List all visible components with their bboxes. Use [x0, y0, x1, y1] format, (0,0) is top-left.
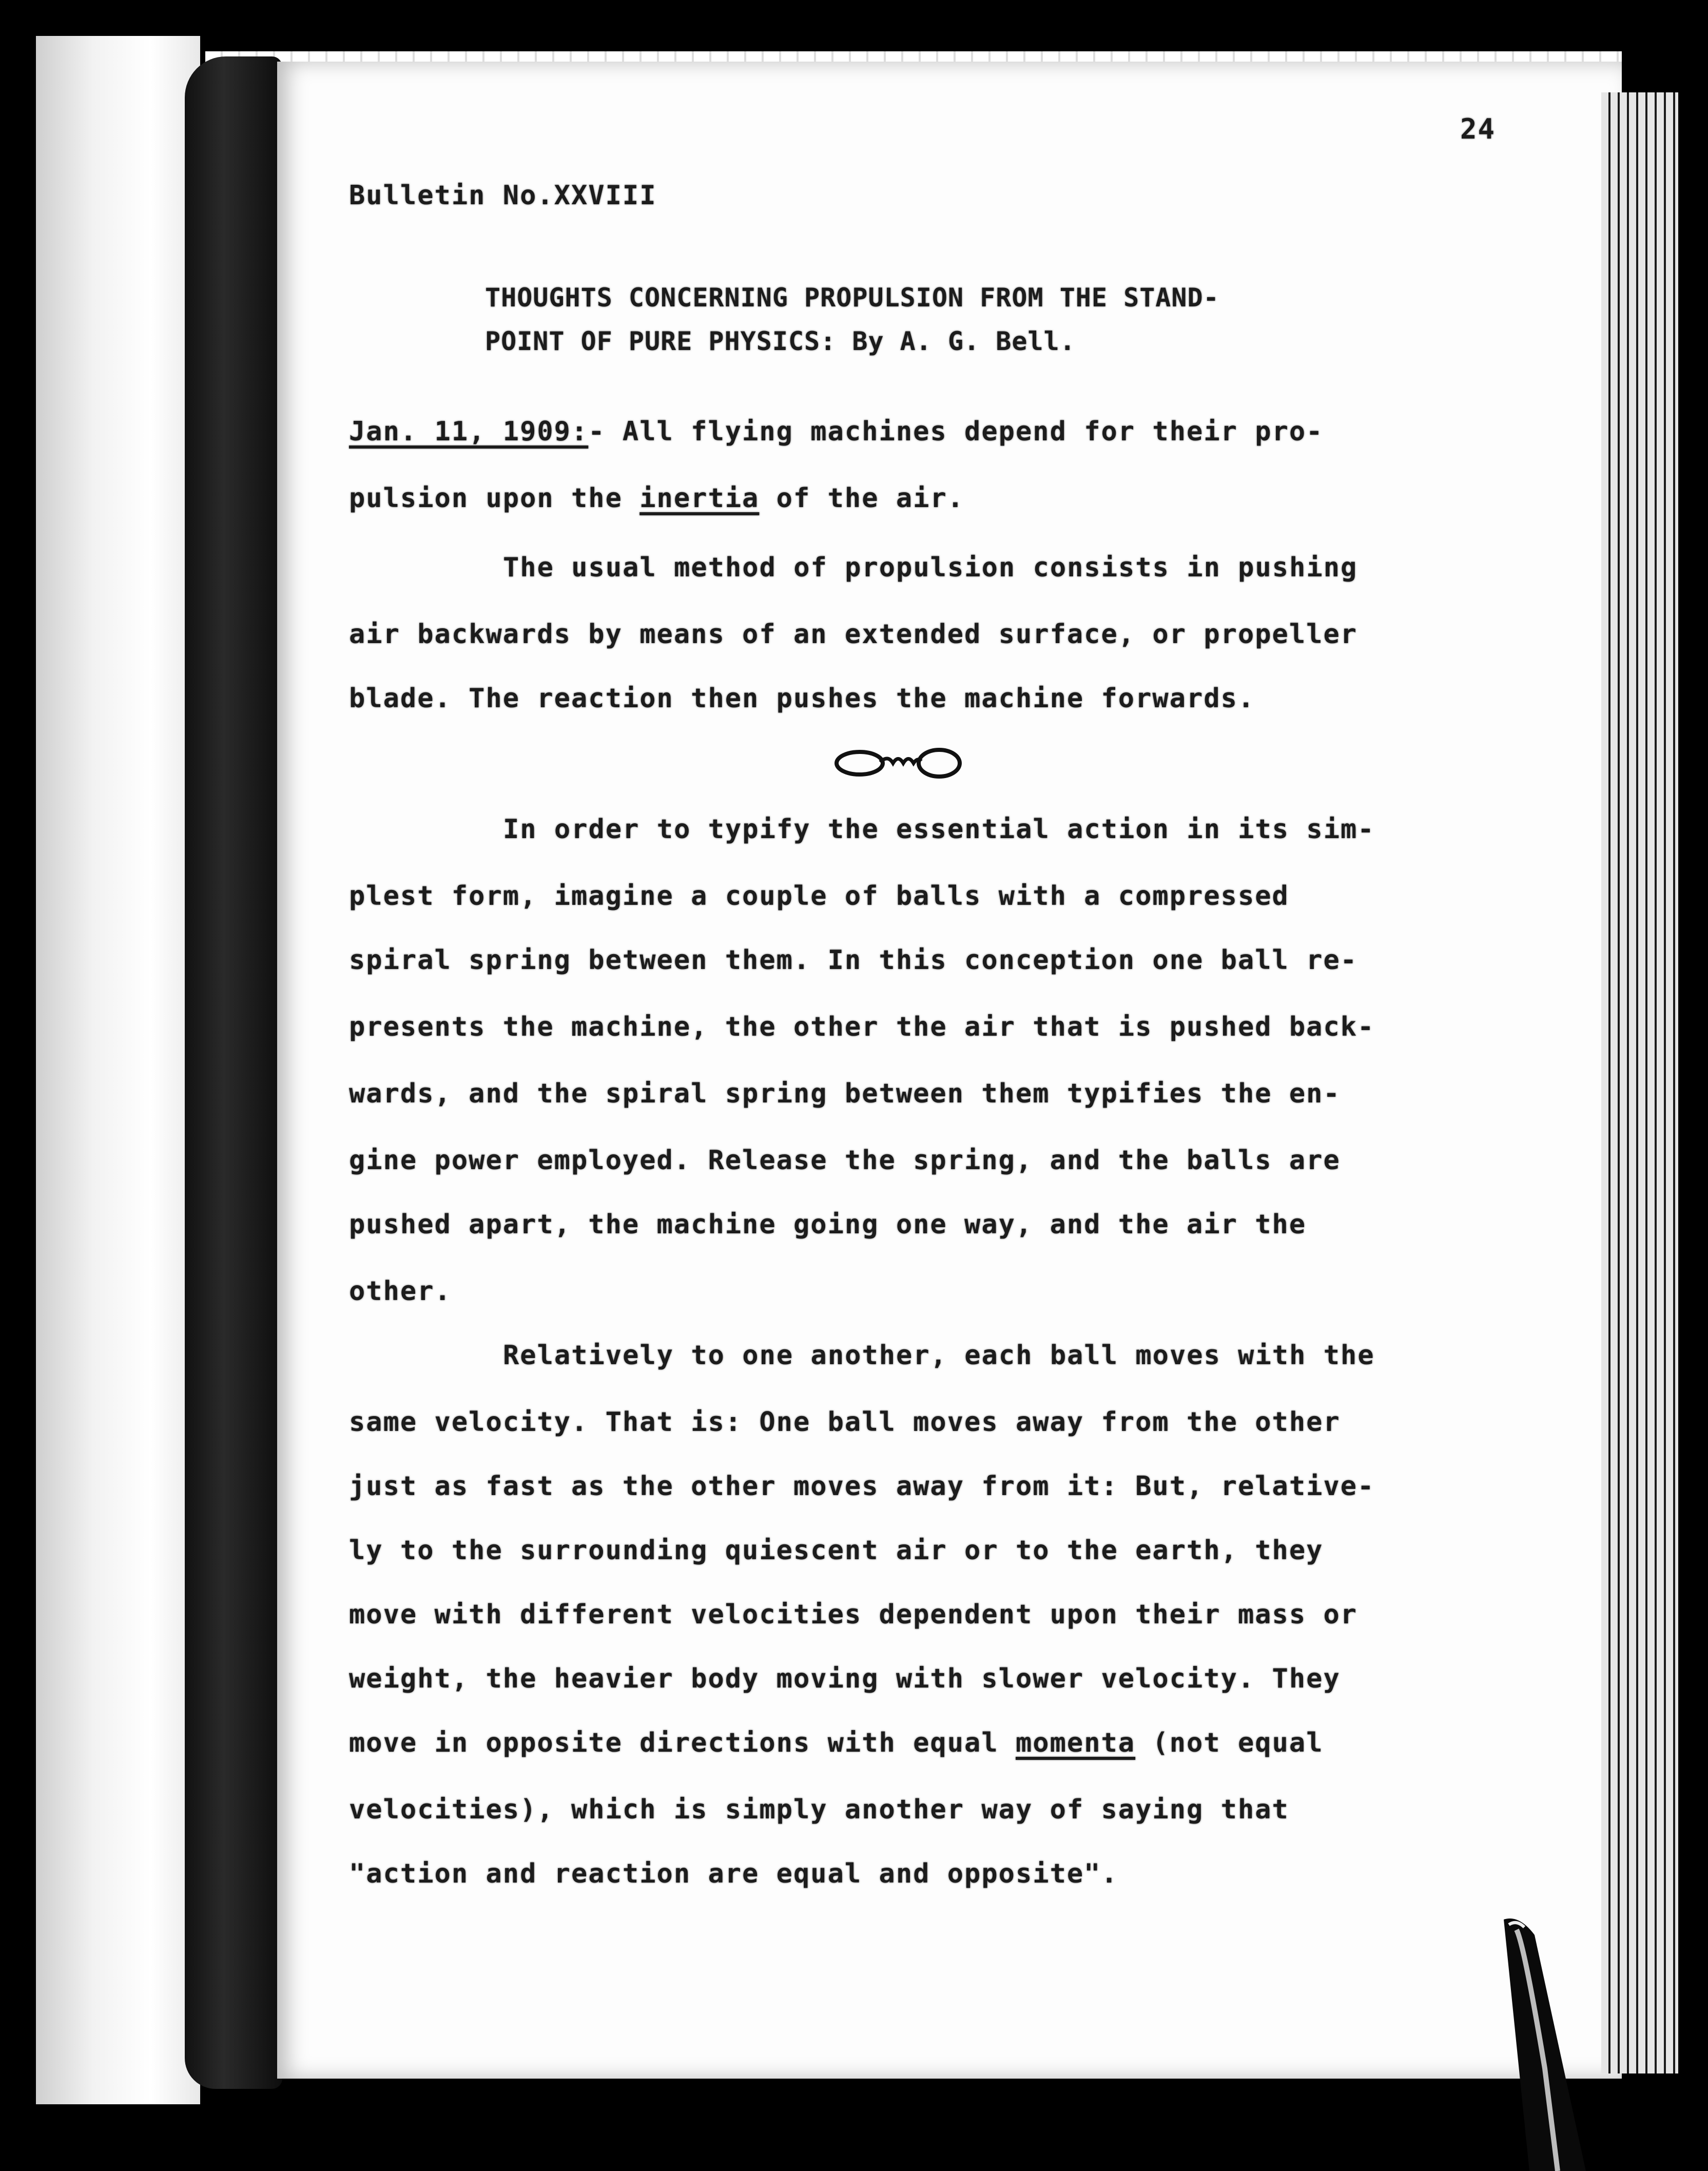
- paragraph-4-line-7-text-b: (not equal: [1135, 1728, 1324, 1758]
- paragraph-4-line: move with different velocities dependent upon their mass or: [349, 1599, 1358, 1630]
- paragraph-4-line-8: velocities), which is simply another way of saying that: [349, 1794, 1289, 1825]
- paragraph-3-line: In order to typify the essential action in its sim-: [503, 814, 1375, 845]
- pen-tip: [1468, 1914, 1591, 2171]
- paragraph-2-line: The usual method of propulsion consists in pushing: [503, 552, 1358, 583]
- paragraph-4-line-7-text-a: move in opposite directions with equal: [349, 1728, 1016, 1758]
- paragraph-3-line: wards, and the spiral spring between them typifies the en-: [349, 1078, 1341, 1109]
- page-number: 24: [1460, 113, 1496, 145]
- paragraph-1-line-2-text-b: of the air.: [759, 483, 965, 514]
- paragraph-4-line-7: [349, 1730, 1324, 1756]
- paragraph-4-line: same velocity. That is: One ball moves away from the other: [349, 1407, 1341, 1438]
- paragraph-4-line-9: "action and reaction are equal and opposite".: [349, 1858, 1118, 1889]
- underlined-inertia: inertia: [639, 483, 760, 514]
- book-gutter: [185, 56, 282, 2089]
- paragraph-4-line: ly to the surrounding quiescent air or to the earth, they: [349, 1535, 1324, 1566]
- paragraph-3-line: gine power employed. Release the spring, and the balls are: [349, 1145, 1341, 1176]
- paragraph-3-line: presents the machine, the other the air that is pushed back-: [349, 1012, 1375, 1042]
- paragraph-4-line: Relatively to one another, each ball moves with the: [503, 1340, 1375, 1371]
- paragraph-4-line: weight, the heavier body moving with slower velocity. They: [349, 1663, 1341, 1694]
- paragraph-3-line: plest form, imagine a couple of balls with a compressed: [349, 881, 1289, 912]
- title-line-1: THOUGHTS CONCERNING PROPULSION FROM THE STAND-: [485, 283, 1219, 313]
- paragraph-1-line-1-text: - All flying machines depend for their pro-: [588, 416, 1324, 447]
- paragraph-1-line-2: [349, 485, 964, 512]
- paragraph-2-line: air backwards by means of an extended surface, or propeller: [349, 619, 1358, 650]
- paragraph-4-line: just as fast as the other moves away from it: But, relative-: [349, 1471, 1375, 1502]
- paragraph-3-line: spiral spring between them. In this conception one ball re-: [349, 945, 1358, 976]
- document-page: [277, 62, 1622, 2079]
- left-page: [36, 36, 200, 2104]
- paragraph-3-line: pushed apart, the machine going one way, and the air the: [349, 1209, 1307, 1240]
- title-line-2: POINT OF PURE PHYSICS: By A. G. Bell.: [485, 326, 1076, 356]
- paragraph-1-line-2-text-a: pulsion upon the: [349, 483, 640, 514]
- page-stack-edge: [1601, 92, 1678, 2073]
- date: Jan. 11, 1909:: [349, 416, 589, 447]
- underlined-momenta: momenta: [1015, 1728, 1136, 1758]
- paragraph-3-line: other.: [349, 1276, 452, 1307]
- paragraph-2-line: blade. The reaction then pushes the machine forwards.: [349, 683, 1255, 714]
- handwritten-separator-mark: [831, 742, 965, 783]
- bulletin-number: Bulletin No.XXVIII: [349, 180, 657, 211]
- paragraph-1-line-1: [349, 418, 1323, 445]
